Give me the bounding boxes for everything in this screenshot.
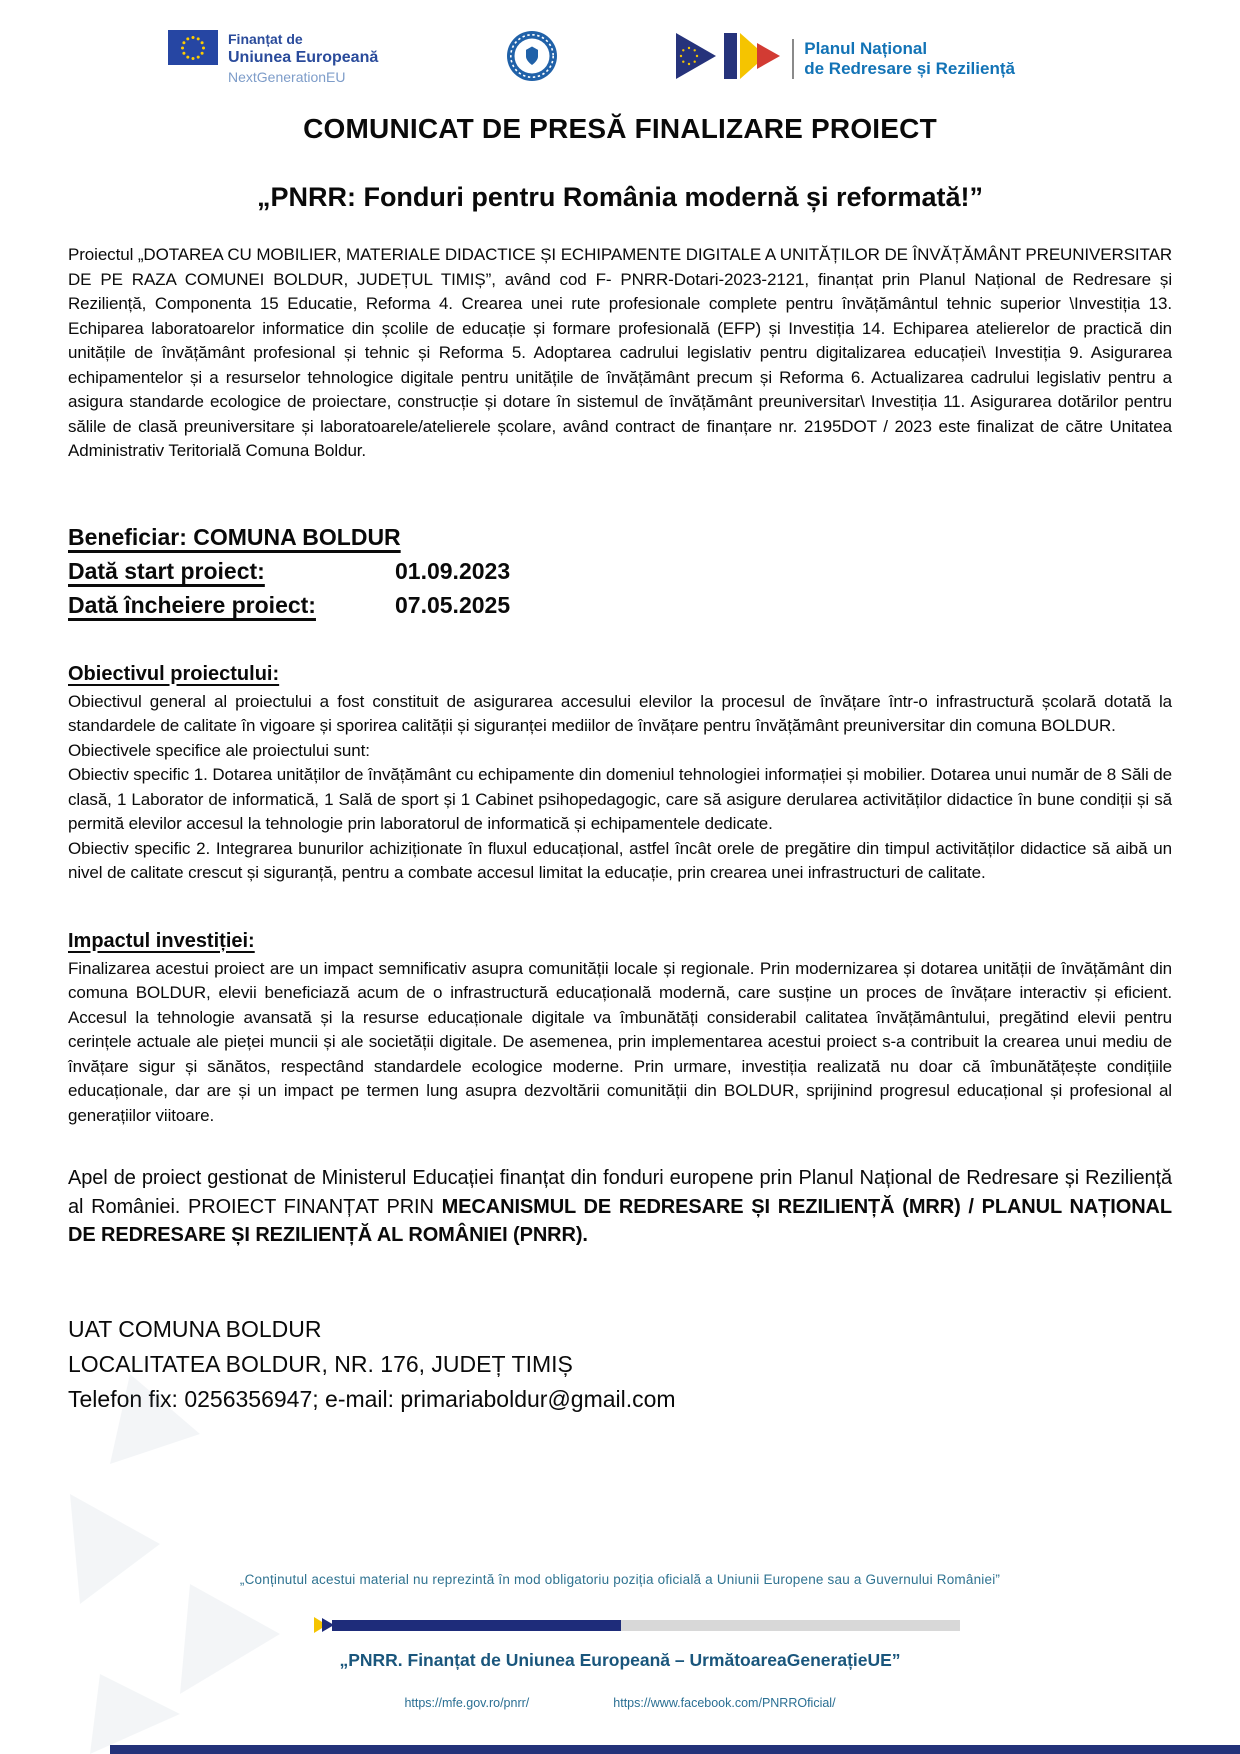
start-date-label: Dată start proiect: (68, 557, 265, 584)
page-title: COMUNICAT DE PRESĂ FINALIZARE PROIECT (303, 113, 937, 144)
footer-disclaimer: „Conținutul acestui material nu reprezintă în mod obligatoriu poziția oficială a Uniunii Europene sau a Guvernului României” (239, 1572, 1001, 1587)
beneficiary-line: Beneficiar: COMUNA BOLDUR (68, 523, 401, 550)
footer-progress-bar (332, 1620, 960, 1631)
funding-text: Apel de proiect gestionat de Ministerul Educației finanțat din fonduri europene prin Planul Național de Redresare și Reziliență al României. PROIECT FINANȚAT PRIN (68, 1167, 1172, 1218)
eu-funding-line2: Uniunea Europeană (228, 49, 379, 66)
eu-funding-line1: Finanțat de (228, 31, 303, 47)
funding-text-bold: MECANISMUL DE REDRESARE ȘI REZILIENȚĂ (MRR) / PLANUL NAȚIONAL DE REDRESARE ȘI REZILIENȚĂ AL ROMÂNIEI (PNRR). (68, 1195, 1173, 1246)
bottom-navy-strip (110, 1745, 1240, 1754)
footer-bar-navy-segment (332, 1620, 621, 1631)
objective-heading: Obiectivul proiectului: (68, 662, 280, 685)
header-logos (0, 0, 1240, 87)
pnrr-logo-line2: de Redresare și Reziliență (804, 58, 1015, 78)
eu-funding-logo (168, 30, 378, 87)
objective-paragraph: Obiectiv specific 1. Dotarea unităților de învățământ cu echipamente din domeniul tehnologiei informației și mobilier. Dotarea unui număr de 8 Săli de clasă, 1 Laborator de informatică, 1 Sală de sport și 1 Cabinet psihopedagogic, care să asigure derularea activităților didactice în bune condiții și să permită elevilor accesul la tehnologie prin laboratorul de informatică și echipamentele dedicate. (68, 765, 1172, 833)
eu-flag-icon (168, 30, 218, 65)
footer-slogan: „PNRR. Finanțat de Uniunea Europeană – UrmătoareaGenerațieUE” (339, 1650, 901, 1670)
link-mfe-pnrr[interactable]: https://mfe.gov.ro/pnrr/ (404, 1696, 530, 1710)
pnrr-logo-line1: Planul Național (804, 38, 928, 58)
objective-paragraph: Obiectivele specifice ale proiectului sunt: (68, 740, 370, 760)
intro-paragraph: Proiectul „DOTAREA CU MOBILIER, MATERIALE DIDACTICE ȘI ECHIPAMENTE DIGITALE A UNITĂȚILOR DE ÎNVĂȚĂMÂNT PREUNIVERSITAR DE PE RAZA COMUNEI BOLDUR, JUDEȚUL TIMIȘ”, având cod F- PNRR-Dotari-2023-2121, finanțat prin Planul Național de Redresare și Reziliență, Componenta 15 Educatie, Reforma 4. Crearea unei rute profesionale complete pentru învățământul tehnic superior \Investiția 13. Echiparea laboratoarelor informatice din școlile de educație și formare profesională (EFP) și Investiția 14. Echiparea atelierelor de practică din unitățile de învățământ profesional și tehnic și Reforma 5. Adoptarea cadrului legislativ pentru digitalizarea educației\ Investiția 9. Asigurarea echipamentelor și a resurselor tehnologice digitale pentru unitățile de învățământ precum și Reforma 6. Actualizarea cadrului legislativ pentru a asigura standarde ecologice de proiectare, construcție și dotare în sistemul de învățământ preuniversitar\ Investiția 11. Asigurarea dotărilor pentru sălile de clasă preuniversitare și laboratoarele/atelierele școlare, având contract de finanțare nr. 2195DOT / 2023 este finalizat de către Unitatea Administrativ Teritorială Comuna Boldur. (68, 245, 1172, 460)
eu-funding-text (228, 30, 378, 87)
objective-paragraph: Obiectivul general al proiectului a fost constituit de asigurarea accesului elevilor la procesul de învățare într-o infrastructură școlară dotată la standardele de calitate în vigoare și sporirea calității și siguranței mediilor de învățare pentru învățământ preuniversitar din comuna BOLDUR. (68, 691, 1172, 735)
contact-phone-email: Telefon fix: 0256356947; e-mail: primariaboldur@gmail.com (68, 1385, 676, 1412)
link-facebook-pnrr[interactable]: https://www.facebook.com/PNRROficial/ (613, 1696, 836, 1710)
footer-links (0, 1696, 1240, 1710)
end-date-row (68, 592, 1172, 619)
guvernul-romaniei-seal-icon (506, 30, 558, 87)
impact-heading: Impactul investiției: (68, 929, 255, 952)
start-date-row (68, 558, 1172, 585)
contact-address: LOCALITATEA BOLDUR, NR. 176, JUDEȚ TIMIȘ (68, 1350, 573, 1377)
eu-funding-line3: NextGenerationEU (228, 69, 346, 85)
start-date-value: 01.09.2023 (395, 557, 511, 584)
pnrr-logo (676, 30, 1015, 87)
end-date-value: 07.05.2025 (395, 591, 511, 618)
pnrr-logo-text (792, 39, 1015, 79)
pnrr-arrows-icon (676, 30, 782, 87)
funding-paragraph (68, 1164, 1172, 1250)
page-subtitle: „PNRR: Fonduri pentru România modernă și reformată!” (256, 182, 984, 212)
document-body (0, 113, 1240, 1417)
impact-paragraph: Finalizarea acestui proiect are un impact semnificativ asupra comunității locale și regionale. Prin modernizarea și dotarea unității de învățământ din comuna BOLDUR, elevii beneficiază acum de o infrastructură educațională modernă, care susține un proces de învățare interactiv și eficient. Accesul la tehnologie avansată și la resurse educaționale digitale va îmbunătăți considerabil calitatea învățământului, pregătind elevii pentru cerințele actuale ale pieței muncii și ale societății digitale. De asemenea, prin implementarea acestui proiect s-a contribuit la crearea unui mediu de învățare sigur și sănătos, respectând standardele ecologice moderne. Prin urmare, investiția realizată nu doar că îmbunătățește condițiile educaționale, dar are și un impact pe termen lung asupra dezvoltării comunității din BOLDUR, sprijinind progresul educațional și profesional al generațiilor viitoare. (68, 958, 1172, 1125)
contact-name: UAT COMUNA BOLDUR (68, 1315, 322, 1342)
end-date-label: Dată încheiere proiect: (68, 591, 316, 618)
objective-paragraph: Obiectiv specific 2. Integrarea bunurilor achiziționate în fluxul educațional, astfel încât orele de pregătire din timpul activităților didactice să aibă un nivel de calitate crescut și siguranță, pentru a combate accesul limitat la educație, prin crearea unei infrastructuri de calitate. (68, 838, 1172, 882)
